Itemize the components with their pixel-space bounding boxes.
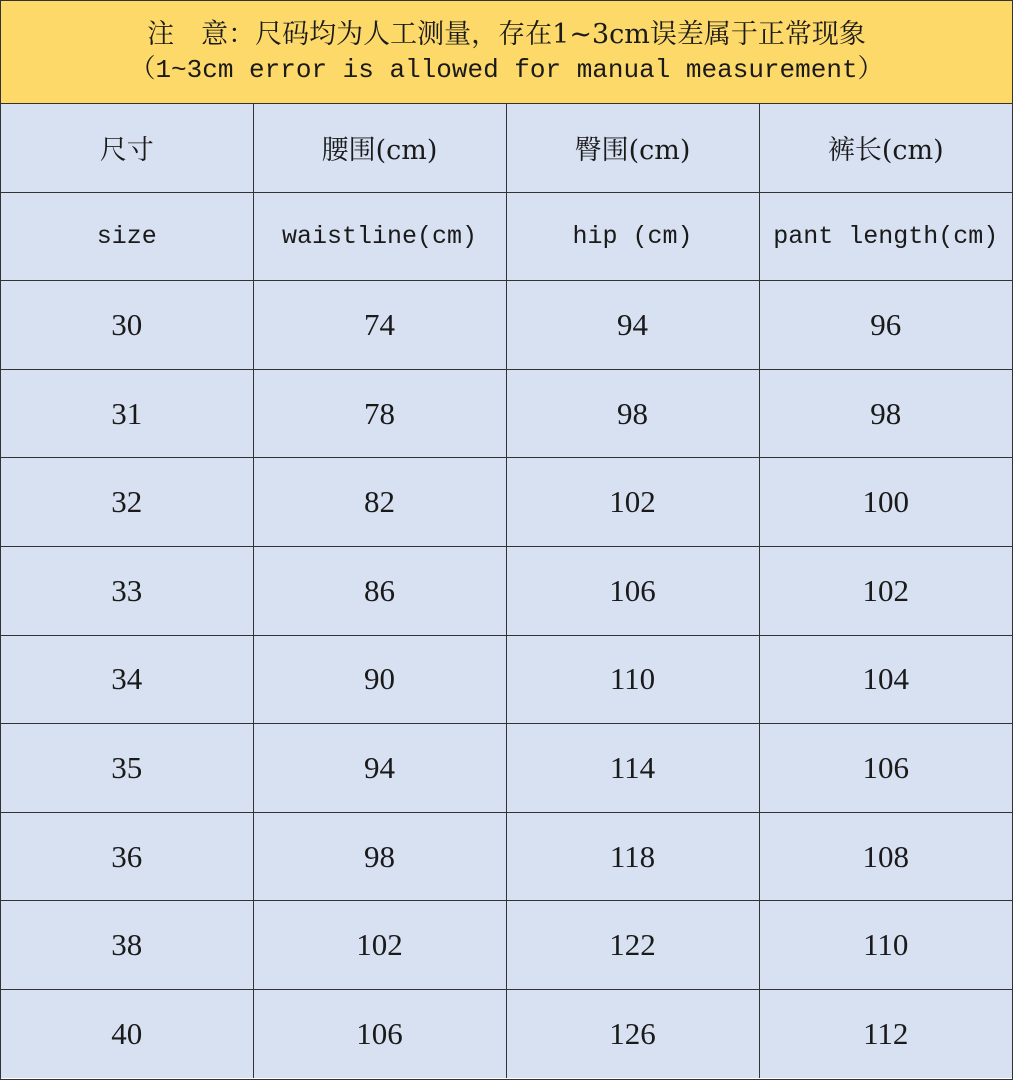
header-length-cn: 裤长(cm) [759,104,1012,192]
header-waist-en: waistline(cm) [253,192,506,281]
measurement-notice [1,1,1012,104]
size-cell: 35 [1,724,253,813]
hip-cell: 98 [506,369,759,458]
size-cell: 32 [1,458,253,547]
hip-cell: 94 [506,281,759,370]
notice-text-english: （1~3cm error is allowed for manual measurement） [129,55,884,85]
hip-cell: 122 [506,901,759,990]
hip-cell: 102 [506,458,759,547]
waist-cell: 78 [253,369,506,458]
waist-cell: 94 [253,724,506,813]
waist-cell: 82 [253,458,506,547]
size-table [1,104,1012,1078]
hip-cell: 126 [506,989,759,1077]
hip-cell: 114 [506,724,759,813]
size-cell: 34 [1,635,253,724]
length-cell: 98 [759,369,1012,458]
length-cell: 112 [759,989,1012,1077]
table-row [1,989,1012,1077]
length-cell: 102 [759,546,1012,635]
header-row-english [1,192,1012,281]
length-cell: 100 [759,458,1012,547]
waist-cell: 102 [253,901,506,990]
table-row [1,369,1012,458]
header-row-chinese [1,104,1012,192]
length-cell: 104 [759,635,1012,724]
length-cell: 108 [759,812,1012,901]
waist-cell: 90 [253,635,506,724]
size-cell: 30 [1,281,253,370]
header-size-cn: 尺寸 [1,104,253,192]
size-cell: 33 [1,546,253,635]
size-cell: 40 [1,989,253,1077]
header-hip-en: hip (cm) [506,192,759,281]
size-cell: 38 [1,901,253,990]
header-waist-cn: 腰围(cm) [253,104,506,192]
length-cell: 96 [759,281,1012,370]
table-row [1,812,1012,901]
table-row [1,635,1012,724]
waist-cell: 74 [253,281,506,370]
length-cell: 110 [759,901,1012,990]
size-cell: 36 [1,812,253,901]
table-row [1,901,1012,990]
hip-cell: 106 [506,546,759,635]
header-length-en: pant length(cm) [759,192,1012,281]
table-row [1,281,1012,370]
notice-text-chinese: 注 意：尺码均为人工测量，存在1~3cm误差属于正常现象 [147,19,866,50]
length-cell: 106 [759,724,1012,813]
waist-cell: 86 [253,546,506,635]
table-row [1,458,1012,547]
waist-cell: 106 [253,989,506,1077]
hip-cell: 118 [506,812,759,901]
hip-cell: 110 [506,635,759,724]
header-hip-cn: 臀围(cm) [506,104,759,192]
waist-cell: 98 [253,812,506,901]
table-row [1,724,1012,813]
size-cell: 31 [1,369,253,458]
table-row [1,546,1012,635]
header-size-en: size [1,192,253,281]
